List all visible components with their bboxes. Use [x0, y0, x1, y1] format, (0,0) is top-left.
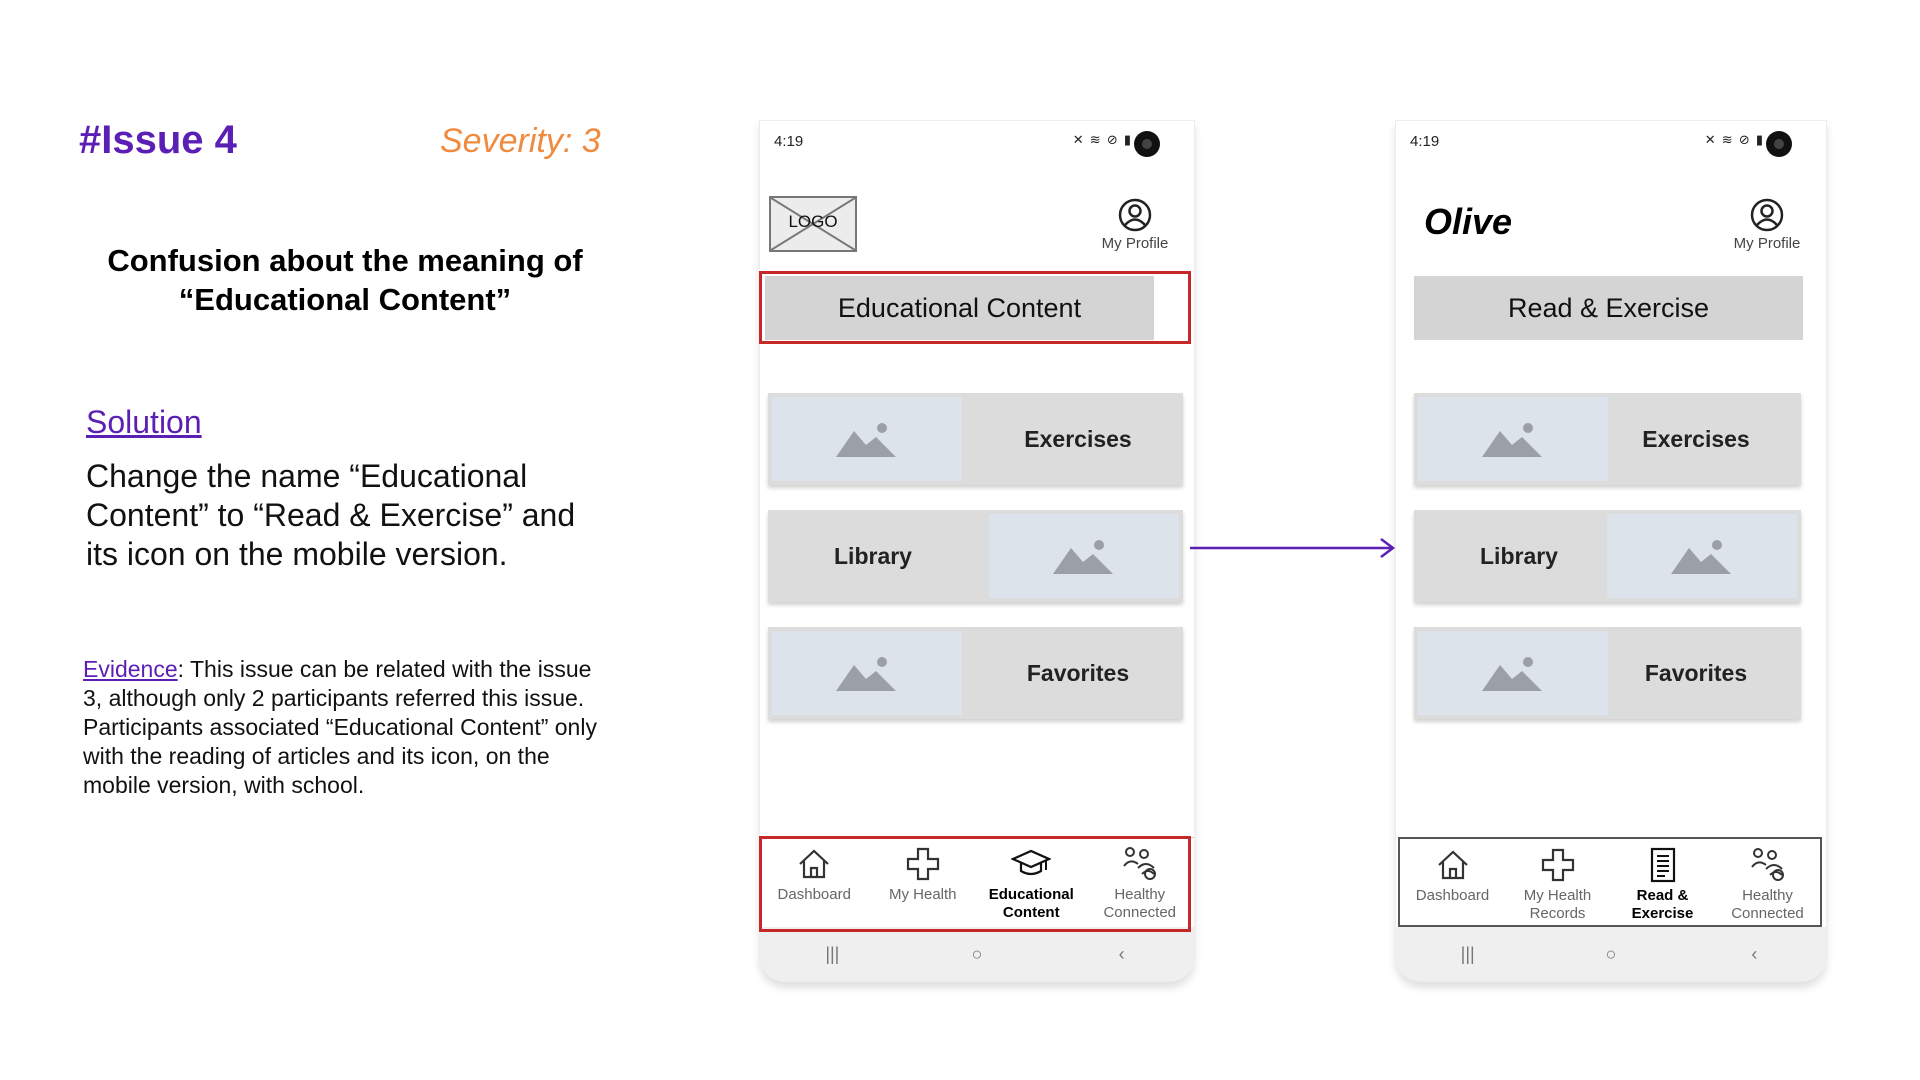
back-icon[interactable]: ‹ — [1751, 943, 1758, 964]
profile-label: My Profile — [1733, 235, 1801, 252]
image-placeholder-icon — [1053, 536, 1115, 576]
image-placeholder-icon — [836, 419, 898, 459]
image-placeholder-icon — [1482, 653, 1544, 693]
brand-logo: Olive — [1424, 201, 1513, 242]
logo-text: LOGO — [788, 212, 838, 231]
system-nav-bar — [1396, 927, 1826, 981]
card-image — [1418, 631, 1608, 715]
back-icon[interactable]: ‹ — [1118, 943, 1125, 964]
card-label: Library — [834, 543, 912, 569]
card-image — [1418, 397, 1608, 481]
home-icon — [1433, 845, 1473, 885]
home-button-icon[interactable]: ○ — [1605, 943, 1617, 964]
status-time: 4:19 — [1410, 133, 1440, 150]
status-time: 4:19 — [774, 133, 804, 150]
nav-label: Read & Exercise — [1631, 887, 1694, 922]
bottom-nav — [1398, 837, 1822, 927]
camera-icon — [1134, 131, 1160, 157]
card-image — [989, 514, 1179, 598]
phone-mockup-after — [1395, 120, 1827, 982]
recent-apps-icon[interactable]: ||| — [825, 943, 840, 964]
evidence-paragraph — [83, 655, 608, 800]
status-icons: ✕ ≋ ⊘ ▮ — [1072, 133, 1132, 148]
nav-my-health-records[interactable] — [1505, 839, 1610, 925]
profile-button[interactable] — [1090, 197, 1180, 252]
highlight-section-title — [759, 271, 1191, 344]
card-library[interactable] — [1414, 510, 1801, 602]
card-label: Library — [1480, 543, 1558, 569]
connected-people-icon — [1748, 845, 1788, 885]
user-circle-icon — [1117, 197, 1153, 233]
nav-label: Educational Content — [988, 886, 1074, 921]
highlight-bottom-nav — [759, 836, 1191, 932]
profile-button[interactable] — [1722, 197, 1812, 252]
nav-label: Healthy Connected — [1731, 887, 1804, 922]
card-label: Exercises — [1642, 426, 1750, 452]
image-placeholder-icon — [1482, 419, 1544, 459]
nav-label: My Health — [888, 886, 957, 903]
nav-label: Dashboard — [1415, 887, 1490, 904]
camera-icon — [1766, 131, 1792, 157]
evidence-text: : This issue can be related with the issue 3, although only 2 participants referred this issue. Participants associated “Educational Content” only with the reading of articles and its icon, on the mobile version, with school. — [83, 656, 597, 798]
headline-line-2: “Educational Content” — [178, 282, 512, 317]
evidence-label: Evidence — [83, 656, 178, 682]
document-list-icon — [1643, 845, 1683, 885]
nav-dashboard[interactable] — [1400, 839, 1505, 925]
solution-text: Change the name “Educational Content” to “Read & Exercise” and its icon on the mobile version. — [86, 458, 576, 572]
card-image — [772, 397, 962, 481]
section-title-bar: Educational Content — [765, 276, 1154, 340]
card-exercises[interactable] — [1414, 393, 1801, 485]
issue-headline — [95, 241, 595, 319]
card-label: Favorites — [1644, 660, 1748, 686]
image-placeholder-icon — [1671, 536, 1733, 576]
home-button-icon[interactable]: ○ — [971, 943, 983, 964]
card-library[interactable] — [768, 510, 1183, 602]
nav-label: My Health Records — [1523, 887, 1592, 922]
recent-apps-icon[interactable]: ||| — [1460, 943, 1475, 964]
nav-label: Healthy Connected — [1103, 886, 1177, 921]
card-image — [1607, 514, 1797, 598]
system-nav-bar — [760, 927, 1194, 981]
section-title-bar: Read & Exercise — [1414, 276, 1803, 340]
nav-read-exercise[interactable] — [1610, 839, 1715, 925]
severity-label: Severity: 3 — [440, 122, 601, 160]
status-icons: ✕ ≋ ⊘ ▮ — [1704, 133, 1764, 148]
profile-label: My Profile — [1101, 235, 1169, 252]
medical-cross-icon — [1538, 845, 1578, 885]
user-circle-icon — [1749, 197, 1785, 233]
card-exercises[interactable] — [768, 393, 1183, 485]
nav-label: Dashboard — [777, 886, 851, 903]
issue-title: #Issue 4 — [79, 118, 237, 162]
solution-label: Solution — [86, 404, 202, 440]
image-placeholder-icon — [836, 653, 898, 693]
card-label: Favorites — [1026, 660, 1130, 686]
card-label: Exercises — [1024, 426, 1132, 452]
card-favorites[interactable] — [768, 627, 1183, 719]
logo-placeholder — [769, 196, 857, 252]
headline-line-1: Confusion about the meaning of — [107, 243, 583, 278]
transition-arrow-icon — [1184, 536, 1404, 560]
nav-healthy-connected[interactable] — [1715, 839, 1820, 925]
card-favorites[interactable] — [1414, 627, 1801, 719]
card-image — [772, 631, 962, 715]
